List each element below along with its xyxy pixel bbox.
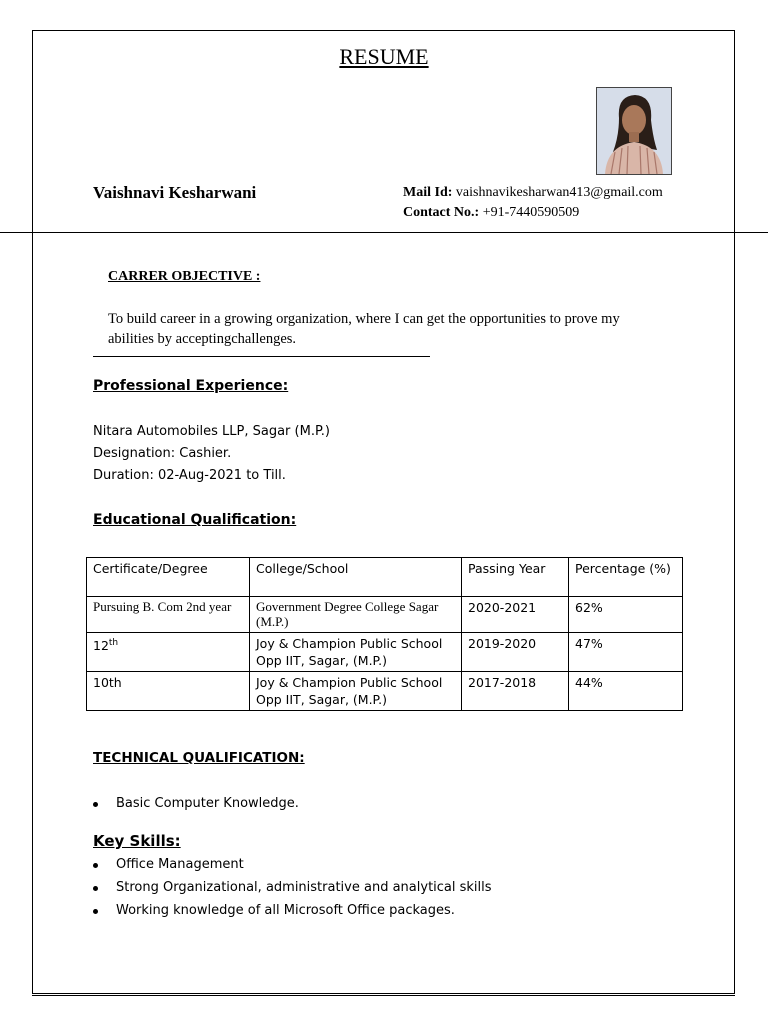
education-heading: Educational Qualification: [93,512,297,528]
mail-line [403,185,663,201]
list-item: Basic Computer Knowledge. [93,792,299,815]
profile-photo [596,87,672,175]
column-header: Certificate/Degree [87,558,250,597]
objective-text: To build career in a growing organization, where I can get the opportunities to prove my abilities by acceptingchallenges. [108,311,620,347]
mail-value: vaishnavikesharwan413@gmail.com [455,185,663,200]
list-item: Working knowledge of all Microsoft Office packages. [93,899,492,922]
table-row [87,672,683,711]
objective-divider [93,356,430,357]
degree-cell: 10th [87,672,250,711]
experience-designation: Designation: Cashier. [93,446,232,461]
experience-heading: Professional Experience: [93,378,289,394]
skills-heading: Key Skills: [93,832,181,850]
degree-cell: Pursuing B. Com 2nd year [87,597,250,633]
degree-text: 12 [93,638,109,654]
year-cell: 2017-2018 [462,672,569,711]
percentage-cell: 44% [569,672,683,711]
column-header: Passing Year [462,558,569,597]
candidate-name: Vaishnavi Kesharwani [93,183,257,202]
header-divider [0,232,768,233]
percentage-cell: 62% [569,597,683,633]
column-header: Percentage (%) [569,558,683,597]
column-header: College/School [250,558,462,597]
degree-cell [87,633,250,672]
year-cell: 2019-2020 [462,633,569,672]
skills-list [93,853,492,922]
contact-label: Contact No.: [403,205,480,220]
table-row [87,597,683,633]
degree-superscript: th [108,638,119,648]
school-cell: Joy & Champion Public School Opp IIT, Sagar, (M.P.) [250,672,462,711]
technical-list [93,792,299,815]
school-cell: Joy & Champion Public School Opp IIT, Sagar, (M.P.) [250,633,462,672]
year-cell: 2020-2021 [462,597,569,633]
objective-heading: CARRER OBJECTIVE : [108,269,261,284]
mail-label: Mail Id: [403,185,453,200]
table-header-row [87,558,683,597]
education-table [86,557,683,711]
contact-value: +91-7440590509 [482,205,580,220]
contact-line [403,205,579,221]
table-row [87,633,683,672]
school-cell: Government Degree College Sagar (M.P.) [250,597,462,633]
percentage-cell: 47% [569,633,683,672]
technical-heading: TECHNICAL QUALIFICATION: [93,750,305,766]
list-item: Strong Organizational, administrative and analytical skills [93,876,492,899]
list-item: Office Management [93,853,492,876]
experience-duration: Duration: 02-Aug-2021 to Till. [93,468,286,483]
experience-company: Nitara Automobiles LLP, Sagar (M.P.) [93,424,330,439]
resume-title: RESUME [339,44,429,69]
